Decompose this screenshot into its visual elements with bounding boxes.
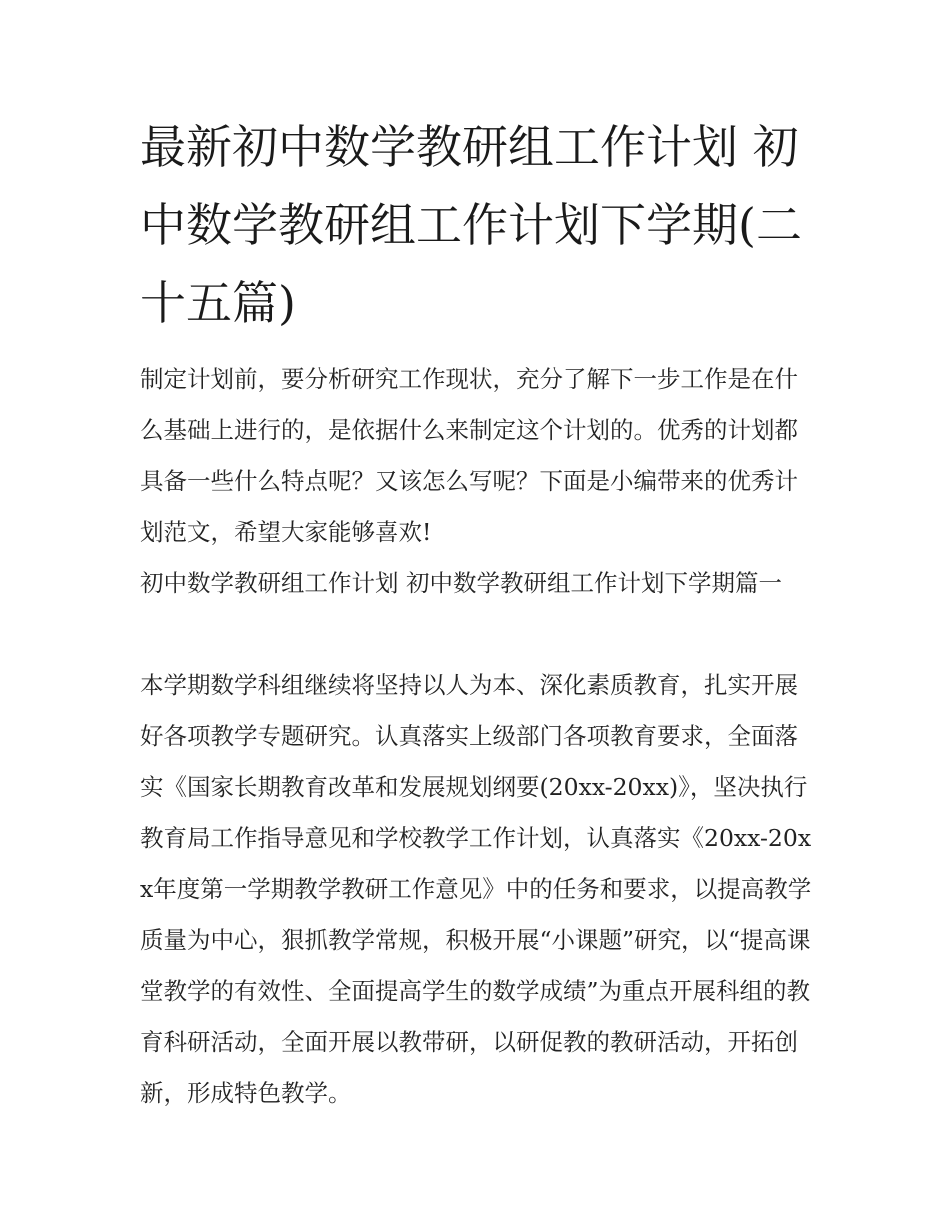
document-title: 最新初中数学教研组工作计划 初中数学教研组工作计划下学期(二十五篇) xyxy=(140,120,802,330)
intro-paragraph: 制定计划前，要分析研究工作现状，充分了解下一步工作是在什么基础上进行的，是依据什么来制定这个计划的。优秀的计划都具备一些什么特点呢？又该怎么写呢？下面是小编带来的优秀计划范文，希望大家能够喜欢! xyxy=(140,365,798,546)
body-paragraph: 本学期数学科组继续将坚持以人为本、深化素质教育，扎实开展好各项教学专题研究。认真落实上级部门各项教育要求，全面落实《国家长期教育改革和发展规划纲要(20xx-20xx)》，坚决执行教育局工作指导意见和学校教学工作计划，认真落实《20xx-20xx年度第一学期教学教研工作意见》中的任务和要求，以提高教学质量为中心，狠抓教学常规，积极开展“小课题”研究，以“提高课堂教学的有效性、全面提高学生的数学成绩”为重点开展科组的教育科研活动，全面开展以教带研，以研促教的教研活动，开拓创新，形成特色教学。 xyxy=(140,671,812,1107)
section-heading: 初中数学教研组工作计划 初中数学教研组工作计划下学期篇一 xyxy=(140,569,782,597)
